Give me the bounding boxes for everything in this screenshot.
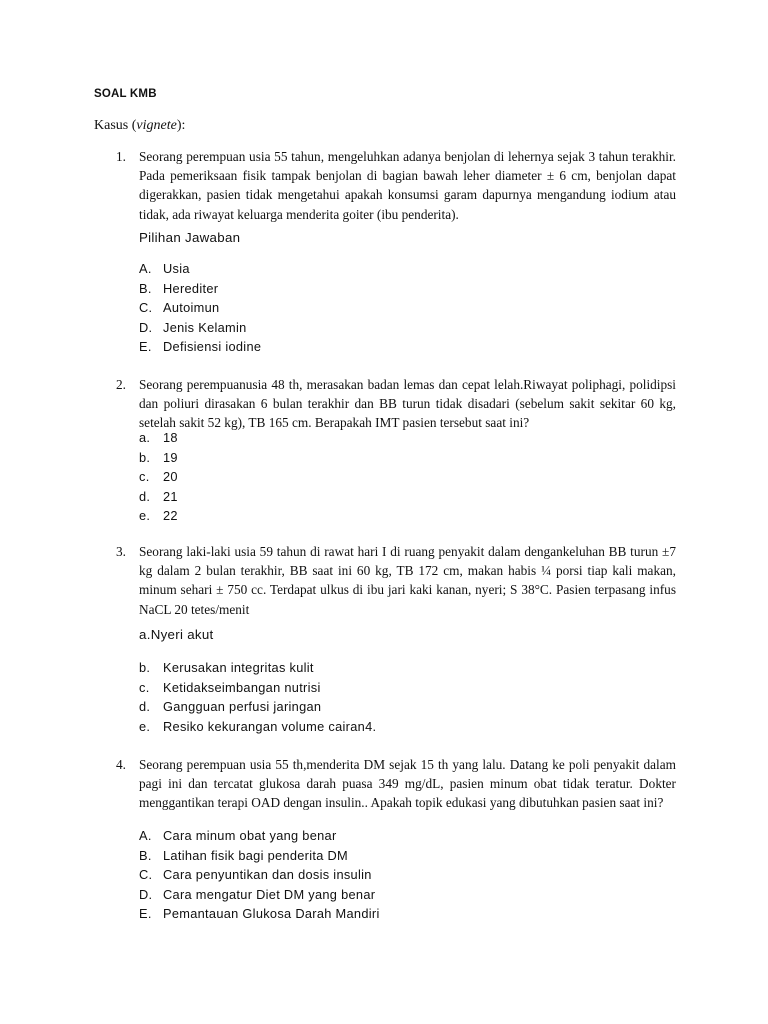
option-letter: b. [139,660,151,675]
option-letter: B. [139,847,152,863]
question-number: 1. [116,149,126,164]
page-title: SOAL KMB [94,88,157,100]
option-letter: C. [139,300,153,315]
question-text: Seorang laki-laki usia 59 tahun di rawat hari I di ruang penyakit dalam dengankeluhan BB turun ±7 kg dalam 2 bulan terakhir, BB saat ini 60 kg, TB 172 cm, makan habis ¼ porsi tiap kali makan, minum sehari ± 750 cc. Terdapat ulkus di ibu jari kaki kanan, nyeri; S 38°C. Pasien terpasang infus NaCL 20 tetes/menit [139,544,676,617]
question-text: Seorang perempuan usia 55 th,menderita DM sejak 15 th yang lalu. Datang ke poli penyakit dalam pagi ini dan tercatat glukosa darah puasa 349 mg/dL, pasien minum obat tidak teratur. Dokter menggantikan terapi OAD dengan insulin.. Apakah topik edukasi yang dibutuhkan pasien saat ini? [139,757,676,811]
option-text: Ketidakseimbangan nutrisi [163,679,321,695]
option-letter: A. [139,261,152,276]
option-letter: d. [139,699,151,714]
option-letter: e. [139,718,151,734]
option-letter: C. [139,867,153,882]
case-heading [94,118,185,134]
case-prefix: Kasus ( [94,118,137,133]
option-text: Cara penyuntikan dan dosis insulin [163,867,372,882]
question-number: 4. [116,757,126,772]
question-text: Seorang perempuan usia 55 tahun, mengeluhkan adanya benjolan di lehernya sejak 3 tahun terakhir. Pada pemeriksaan fisik tampak benjolan di bagian bawah leher diameter ± 6 cm, benjolan dapat digerakkan, pasien tidak mengetahui apakah konsumsi garam dapurnya mengandung iodium atau tidak, ada riwayat keluarga menderita goiter (ibu penderita). [139,149,676,222]
option-text: Resiko kekurangan volume cairan4. [163,718,377,734]
option-letter: e. [139,508,151,523]
option-letter: D. [139,886,153,902]
option-text: Usia [163,261,190,276]
option-text: 18 [163,430,178,445]
option-letter: b. [139,449,151,465]
option-text: 21 [163,488,178,504]
option-text: Latihan fisik bagi penderita DM [163,847,349,863]
option-text: Gangguan perfusi jaringan [163,699,322,714]
option-text: Jenis Kelamin [163,319,247,335]
case-suffix: ): [176,118,186,133]
option-text: Autoimun [163,300,220,315]
option-letter: E. [139,906,152,921]
question-number: 2. [116,377,126,392]
option-text: Kerusakan integritas kulit [163,660,314,675]
option-3a: a.Nyeri akut [139,627,214,642]
option-letter: B. [139,280,152,296]
option-letter: D. [139,319,153,335]
answer-choices-label: Pilihan Jawaban [139,230,241,245]
option-letter: c. [139,679,150,695]
option-text: Defisiensi iodine [163,339,262,354]
option-letter: a. [139,430,151,445]
case-italic: vignete [136,118,177,133]
option-text: 19 [163,449,178,465]
option-text: Pemantauan Glukosa Darah Mandiri [163,906,380,921]
question-text: Seorang perempuanusia 48 th, merasakan badan lemas dan cepat lelah.Riwayat poliphagi, polidipsi dan poliuri dirasakan 6 bulan terakhir dan BB turun tidak disadari (sebelum sakit sekitar 60 kg, setelah sakit 52 kg), TB 165 cm. Berapakah IMT pasien tersebut saat ini? [139,377,676,431]
option-letter: E. [139,339,152,354]
option-text: 22 [163,508,178,523]
option-letter: c. [139,469,150,484]
option-letter: A. [139,828,152,843]
option-text: Cara mengatur Diet DM yang benar [163,886,376,902]
question-number: 3. [116,544,126,559]
option-text: Herediter [163,280,219,296]
option-text: 20 [163,469,178,484]
option-text: Cara minum obat yang benar [163,828,337,843]
option-letter: d. [139,488,151,504]
